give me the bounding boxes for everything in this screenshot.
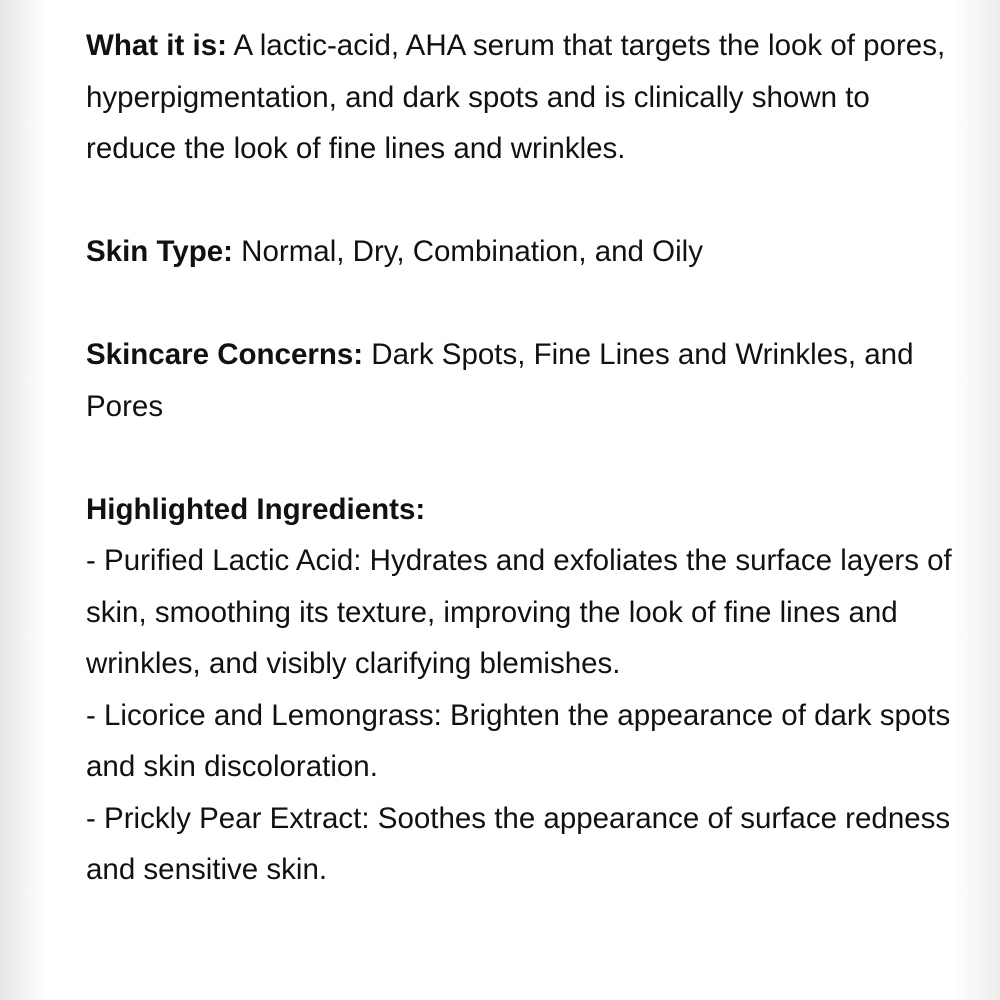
skincare-concerns-paragraph: [86, 329, 966, 432]
skin-type-text: Normal, Dry, Combination, and Oily: [232, 235, 703, 268]
highlighted-ingredients-heading: [86, 484, 966, 536]
paragraph-spacer: [86, 175, 966, 227]
paragraph-spacer: [86, 432, 966, 484]
skin-type-label: Skin Type:: [86, 235, 233, 268]
ingredient-item: - Prickly Pear Extract: Soothes the appearance of surface redness and sensitive skin.: [86, 801, 951, 886]
skincare-concerns-text: Dark Spots, Fine Lines and Wrinkles, and Pores: [86, 338, 914, 423]
product-description: [86, 20, 966, 896]
skin-type-paragraph: [86, 226, 966, 278]
skincare-concerns-label: Skincare Concerns:: [86, 338, 364, 371]
what-it-is-paragraph: [86, 20, 966, 175]
paragraph-spacer: [86, 278, 966, 330]
what-it-is-label: What it is:: [86, 29, 227, 62]
ingredient-item: - Licorice and Lemongrass: Brighten the appearance of dark spots and skin discoloration.: [86, 698, 951, 783]
what-it-is-text: A lactic-acid, AHA serum that targets the look of pores, hyperpigmentation, and dark spots and is clinically shown to reduce the look of fine lines and wrinkles.: [86, 29, 946, 165]
ingredient-item: - Purified Lactic Acid: Hydrates and exfoliates the surface layers of skin, smoothing its texture, improving the look of fine lines and wrinkles, and visibly clarifying blemishes.: [86, 544, 952, 680]
highlighted-ingredients-label: Highlighted Ingredients:: [86, 492, 426, 526]
